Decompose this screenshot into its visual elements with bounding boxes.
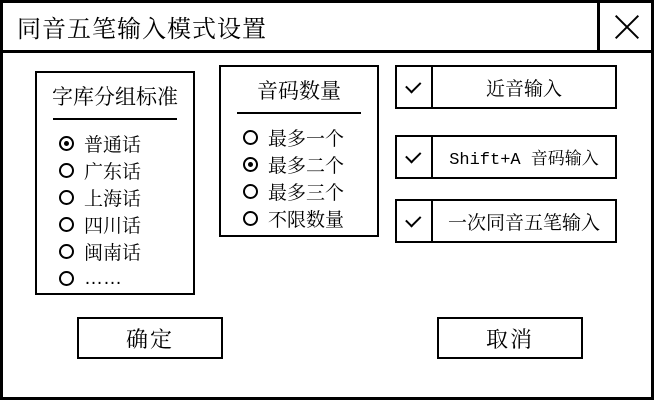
checkbox-label: 一次同音五笔输入: [447, 212, 600, 234]
checkbox-label: 近音输入: [485, 78, 562, 100]
radio-label: 广东话: [84, 162, 142, 183]
radio-label: ……: [84, 267, 122, 289]
close-icon: [611, 12, 641, 42]
radio-icon: [59, 217, 74, 232]
radio-label: 最多三个: [268, 183, 345, 204]
checkbox-label: Shift+A 音码输入: [449, 151, 599, 170]
radio-group-font-library: [37, 120, 193, 292]
group-font-library-standard: [35, 71, 195, 295]
close-button[interactable]: [597, 3, 651, 50]
radio-icon: [243, 211, 258, 226]
radio-icon: [59, 163, 74, 178]
radio-icon: [59, 190, 74, 205]
radio-option-unlimited[interactable]: [243, 205, 377, 232]
radio-option-minnanhua[interactable]: [59, 238, 193, 265]
radio-option-shanghaihua[interactable]: [59, 184, 193, 211]
group-title: 字库分组标准: [52, 86, 178, 109]
radio-icon: [59, 136, 74, 151]
group-title: 音码数量: [257, 80, 341, 103]
check-icon: [405, 147, 421, 163]
radio-label: 闽南话: [84, 243, 142, 264]
radio-group-code-count: [221, 114, 377, 232]
radio-option-guangdonghua[interactable]: [59, 157, 193, 184]
checkbox-row-similar-sound-input[interactable]: [395, 65, 617, 109]
radio-label: 上海话: [84, 189, 142, 210]
radio-option-at-most-one[interactable]: [243, 124, 377, 151]
group-phonetic-code-count: [219, 65, 379, 237]
checkbox-row-one-time-homophone-wubi-input[interactable]: [395, 199, 617, 243]
radio-option-putonghua[interactable]: [59, 130, 193, 157]
radio-label: 普通话: [84, 135, 142, 156]
check-icon: [405, 211, 421, 227]
cancel-button[interactable]: 取消: [437, 317, 583, 359]
radio-icon: [243, 184, 258, 199]
radio-icon: [59, 244, 74, 259]
radio-label: 最多一个: [268, 129, 345, 150]
radio-icon: [243, 157, 258, 172]
radio-label: 不限数量: [268, 210, 345, 231]
title-bar: [3, 3, 651, 53]
radio-option-sichuanhua[interactable]: [59, 211, 193, 238]
radio-icon: [243, 130, 258, 145]
checkbox-row-shift-a-code-input[interactable]: [395, 135, 617, 179]
page-title: 同音五笔输入模式设置: [17, 16, 267, 43]
radio-option-at-most-three[interactable]: [243, 178, 377, 205]
radio-label: 四川话: [84, 216, 142, 237]
checkbox-checked-icon[interactable]: [397, 201, 433, 241]
radio-option-more[interactable]: [59, 265, 193, 292]
radio-label: 最多二个: [268, 156, 345, 177]
checkbox-checked-icon[interactable]: [397, 67, 433, 107]
check-icon: [405, 77, 421, 93]
checkbox-checked-icon[interactable]: [397, 137, 433, 177]
ok-button[interactable]: 确定: [77, 317, 223, 359]
radio-icon: [59, 271, 74, 286]
radio-option-at-most-two[interactable]: [243, 151, 377, 178]
